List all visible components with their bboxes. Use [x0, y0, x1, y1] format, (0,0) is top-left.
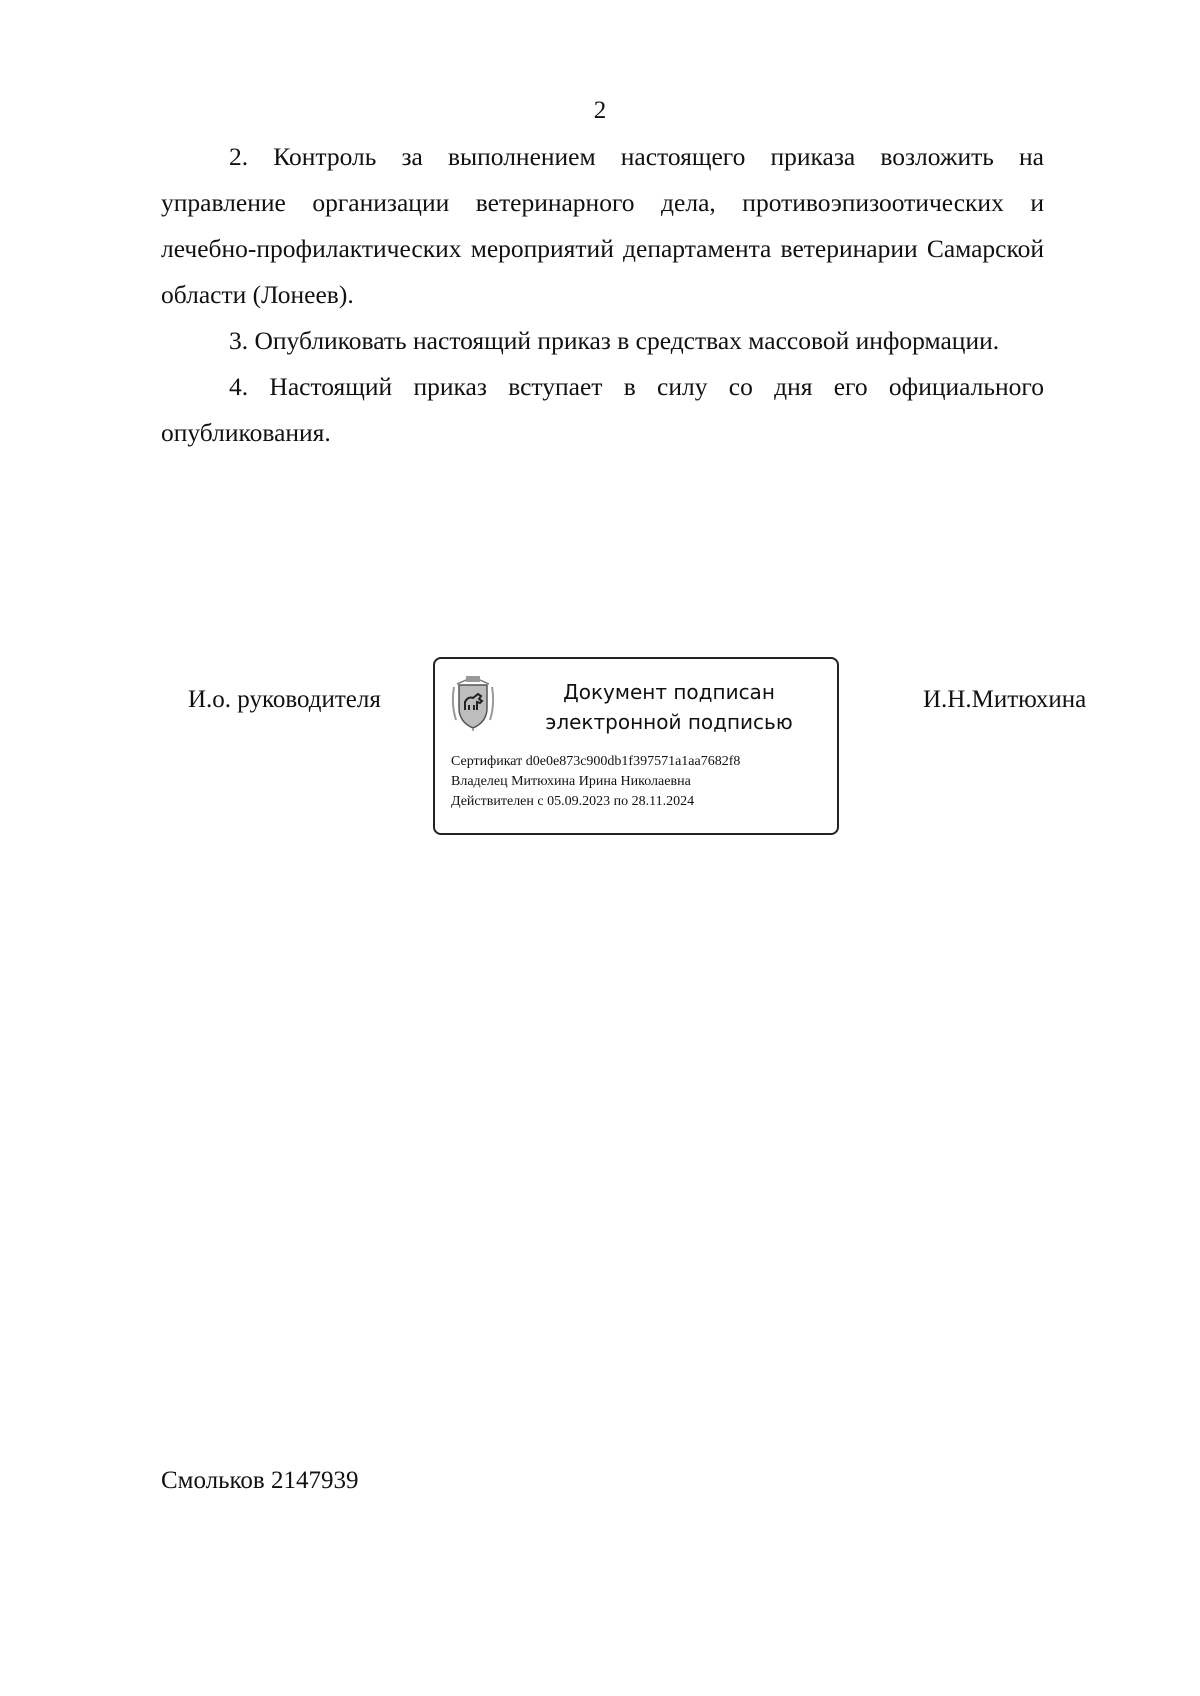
certificate-validity: Действителен с 05.09.2023 по 28.11.2024: [451, 794, 695, 809]
certificate-number: Сертификат d0e0e873c900db1f397571a1aa7682f8: [451, 754, 741, 769]
signer-name: И.Н.Митюхина: [923, 686, 1087, 713]
paragraph-control: 2. Контроль за выполнением настоящего приказа возложить на управление организации ветеринарного дела, противоэпизоотических и лечебно-профилактических мероприятий департамента ветеринарии Самарской области (Лонеев).: [161, 142, 1044, 309]
executor-note: Смольков 2147939: [161, 1467, 359, 1494]
paragraph-publish: 3. Опубликовать настоящий приказ в средствах массовой информации.: [229, 326, 1000, 355]
certificate-owner: Владелец Митюхина Ирина Николаевна: [451, 774, 691, 789]
electronic-signature-stamp: [433, 657, 839, 835]
stamp-heading-line1: Документ подписан: [563, 680, 775, 704]
stamp-details: [451, 752, 740, 812]
signer-position: И.о. руководителя: [188, 686, 381, 713]
stamp-heading-line2: электронной подписью: [545, 710, 793, 734]
stamp-heading: [505, 677, 833, 737]
page-number: 2: [593, 97, 607, 124]
samara-coat-of-arms-icon: [451, 674, 495, 732]
order-body: [161, 134, 1044, 456]
paragraph-effective: 4. Настоящий приказ вступает в силу со дня его официального опубликования.: [161, 372, 1044, 447]
